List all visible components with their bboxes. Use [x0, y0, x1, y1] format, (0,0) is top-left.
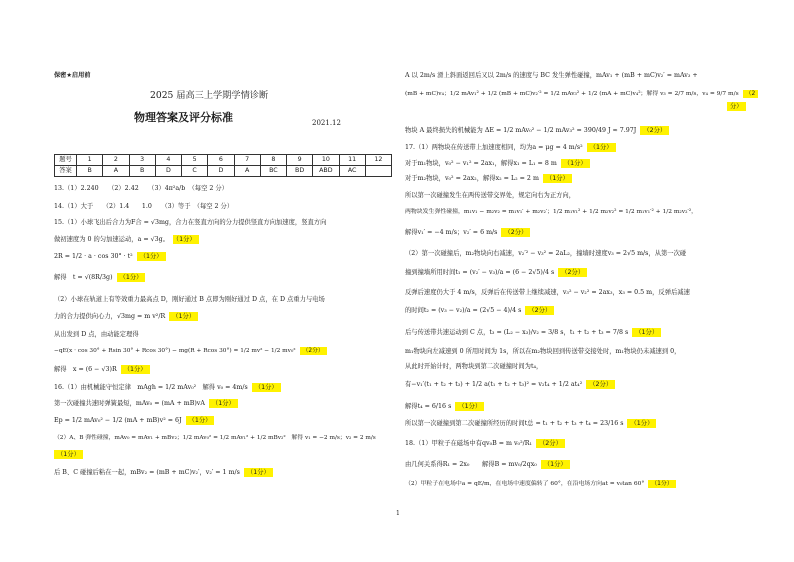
answer-table — [54, 154, 392, 177]
answer-cell: ABD — [313, 166, 339, 177]
solution-line: 解得t₄ = 6/16 s （1分） — [405, 403, 484, 411]
solution-line: A 以 2m/s 滑上斜面返回后又以 2m/s 的速度与 BC 发生弹性碰撞，mAv₁ + (mB + mC)v₂′ = mAv₃ + — [405, 72, 698, 79]
score-mark: （1分） — [648, 480, 675, 488]
solution-line: 解得v₁′ = −4 m/s；v₂′ = 6 m/s （2分） — [405, 229, 530, 237]
score-mark: （1分） — [244, 468, 273, 477]
score-mark: （1分） — [209, 399, 238, 408]
answer-cell: D — [208, 166, 234, 177]
solution-line: 物块 A 最终损失的机械能为 ΔE = 1/2 mAv₀² − 1/2 mAv₃² = 390/49 J ≈ 7.97J （2分） — [405, 127, 669, 135]
solution-line: 从出发到 D 点，由动能定理得 — [54, 331, 139, 338]
solution-line: 对于m₂物块，v₀² = 2ax₂，解得x₂ = L₂ = 2 m （1分） — [405, 175, 572, 183]
question-number: 4 — [155, 155, 181, 166]
answer-cell: BC — [260, 166, 286, 177]
solution-line: 对于m₁物块，v₀² − v₁² = 2ax₁，解得x₁ = L₁ = 8 m （1分） — [405, 160, 590, 168]
answer-cell: B — [129, 166, 155, 177]
score-mark: （1分） — [54, 450, 83, 459]
solution-line: 解得 x = (6 − √3)R （1分） — [54, 366, 150, 374]
score-mark: （1分） — [541, 460, 570, 469]
score-mark: （2分） — [300, 347, 327, 355]
solution-line: 有−v₁′(t₁ + t₂ + t₃) + 1/2 a(t₁ + t₂ + t₃)² = v₂t₄ + 1/2 at₄² （2分） — [405, 381, 615, 389]
solution-line: 18.（1）甲粒子在磁场中有qv₀B = m v₀²/R₁ （2分） — [405, 440, 565, 448]
score-mark: （1分） — [587, 143, 616, 152]
question-number: 11 — [339, 155, 365, 166]
confidential-mark: 保密★启用前 — [54, 72, 91, 79]
score-mark: （2分） — [640, 126, 669, 135]
solution-line: （2）小球在轨道上有等效重力最高点 D，刚好通过 B 点即为刚好通过 D 点，在 D 点重力与电场 — [54, 296, 325, 303]
answer-cell: A — [234, 166, 260, 177]
solution-line: 2R = 1/2 · a · cos 30° · t² （1分） — [54, 253, 166, 261]
question-number: 2 — [103, 155, 129, 166]
solution-line: 后 B、C 碰撞后粘在一起，mBv₂ = (mB + mC)v₂′，v₂′ = 1 m/s （1分） — [54, 469, 273, 477]
score-mark: （2分） — [525, 306, 554, 315]
solution-line: 第一次碰撞共速时弹簧最短，mAv₀ = (mA + mB)vA （1分） — [54, 400, 238, 408]
question-number: 3 — [129, 155, 155, 166]
answer-cell: BD — [287, 166, 313, 177]
score-mark: （1分） — [627, 419, 656, 428]
answer-cell: AC — [339, 166, 365, 177]
solution-line: （2）第一次碰撞后，m₂物块向右减速，v₂′² − v₃² = 2aL₂，撞墙时速度v₃ = 2√5 m/s，从第一次碰 — [405, 250, 687, 257]
score-mark: （1分） — [137, 252, 166, 261]
score-mark: （1分） — [455, 402, 484, 411]
doc-date: 2021.12 — [312, 119, 341, 127]
solution-line — [54, 451, 83, 459]
answer-cell — [365, 166, 391, 177]
question-number: 10 — [313, 155, 339, 166]
table-row-label: 答案 — [55, 166, 77, 177]
solution-line: 力的合力提供向心力，√3mg = m v²/R （1分） — [54, 313, 198, 321]
solution-line: 做初速度为 0 的匀加速运动，a = √3g。 （1分） — [54, 236, 199, 244]
answer-table-answer-row — [55, 166, 392, 177]
table-row-label: 题号 — [55, 155, 77, 166]
answer-cell: D — [155, 166, 181, 177]
question-number: 5 — [182, 155, 208, 166]
solution-line: 后与传送带共速运动到 C 点，t₃ = (L₂ − x₃)/v₂ = 3/8 s，t₁ + t₂ + t₃ = 7/8 s （1分） — [405, 329, 661, 337]
answer-cell: A — [103, 166, 129, 177]
score-mark: （1分） — [121, 365, 150, 374]
answer-table-number-row — [55, 155, 392, 166]
question-number: 9 — [287, 155, 313, 166]
question-number: 7 — [234, 155, 260, 166]
score-mark: （1分） — [543, 174, 572, 183]
solution-line: Ep = 1/2 mAv₀² − 1/2 (mA + mB)v² = 6J （1分） — [54, 417, 214, 425]
answer-cell: C — [182, 166, 208, 177]
score-mark: （1分） — [252, 383, 281, 392]
score-mark: （2分） — [586, 380, 615, 389]
solution-line: (mB + mC)v₄；1/2 mAv₁² + 1/2 (mB + mC)v₂′² = 1/2 mAv₃² + 1/2 (mA + mC)v₄²；解得 v₃ = 2/7 m/s，v₄ = 9/7 m/s （2 — [405, 91, 758, 98]
question-number: 8 — [260, 155, 286, 166]
score-mark: （1分） — [632, 328, 661, 337]
doc-title: 物理答案及评分标准 — [134, 111, 233, 124]
solution-line: 13.（1）2.240 （2）2.42 （3）4π²a/b （每空 2 分） — [54, 185, 228, 192]
solution-line: 所以第一次碰撞发生在两传送带交界处，规定向右为正方向， — [405, 192, 576, 199]
score-mark: 分） — [727, 102, 746, 111]
score-mark: （1分） — [169, 312, 198, 321]
score-mark: （2 — [743, 90, 759, 98]
solution-line: 所以第一次碰撞到第二次碰撞所经历的时间t总 = t₁ + t₂ + t₃ + t₄ = 23/16 s （1分） — [405, 420, 656, 428]
solution-line — [727, 103, 746, 111]
solution-line: 两物块发生弹性碰撞，m₁v₁ − m₂v₂ = m₁v₁′ + m₂v₂′；1/2 m₁v₁² + 1/2 m₂v₂² = 1/2 m₁v₁′² + 1/2 m₂v₂′²， — [405, 209, 698, 215]
score-mark: （1分） — [561, 159, 590, 168]
solution-line: 17.（1）两物块在传送带上加速度相同，均为a = μg = 4 m/s² （1分） — [405, 144, 616, 152]
score-mark: （2分） — [536, 439, 565, 448]
solution-line: −qE(x · cos 30° + Rsin 30° + Rcos 30°) − mg(R + Rcos 30°) = 1/2 mv² − 1/2 mv₀² （2分） — [54, 348, 327, 355]
question-number: 6 — [208, 155, 234, 166]
exam-title: 2025 届高三上学期学情诊断 — [150, 90, 269, 101]
score-mark: （1分） — [173, 235, 199, 244]
answer-cell: B — [77, 166, 103, 177]
solution-line: 的时间t₂ = (v₃ − v₂)/a = (2√5 − 4)/4 s （2分） — [405, 307, 554, 315]
solution-line: （2）A、B 弹性碰撞，mAv₀ = mAv₁ + mBv₂；1/2 mAv₀² = 1/2 mAv₁² + 1/2 mBv₂² 解得 v₁ = −2 m/s；v₂ = 2 m/s — [54, 435, 376, 441]
score-mark: （1分） — [186, 416, 215, 425]
page-number: 1 — [396, 510, 400, 517]
solution-line: 从此时开始计时，两物块到第二次碰撞时间为t₄， — [405, 363, 543, 370]
score-mark: （2分） — [501, 228, 530, 237]
solution-line: 反弹后速度仍大于 4 m/s，反弹后在传送带上继续减速，v₃² − v₂² = 2ax₃，x₃ = 0.5 m，反弹后减速 — [405, 289, 690, 296]
question-number: 1 — [77, 155, 103, 166]
solution-line: m₁物块向左减速到 0 所用时间为 1s，所以在m₂物块回到传送带交接处时，m₁物块仍未减速到 0， — [405, 348, 681, 355]
solution-line: 解得 t = √(8R/3g) （1分） — [54, 274, 145, 282]
solution-line: 14.（1）大于 （2）1.4 1.0 （3）等于 （每空 2 分） — [54, 203, 234, 210]
solution-line: 由几何关系得R₁ = 2x₀ 解得B = mv₀/2qx₀ （1分） — [405, 461, 570, 469]
score-mark: （2分） — [558, 268, 587, 277]
solution-line: （2）甲粒子在电场中a = qE/m，在电场中速度偏转了 60°，在沿电场方向at = v₀tan 60° （1分） — [405, 481, 676, 488]
question-number: 12 — [365, 155, 391, 166]
solution-line: 撞到撞墙所用时间t₁ = (v₂′ − v₃)/a = (6 − 2√5)/4 s （2分） — [405, 269, 587, 277]
score-mark: （1分） — [117, 273, 146, 282]
solution-line: 16.（1）由机械能守恒定律 mAgh = 1/2 mAv₀² 解得 v₀ = 4m/s （1分） — [54, 384, 281, 392]
solution-line: 15.（1）小球飞出后合力为F合 = √3mg，合力在竖直方向的分力提供竖直方向加速度，竖直方向 — [54, 219, 327, 226]
